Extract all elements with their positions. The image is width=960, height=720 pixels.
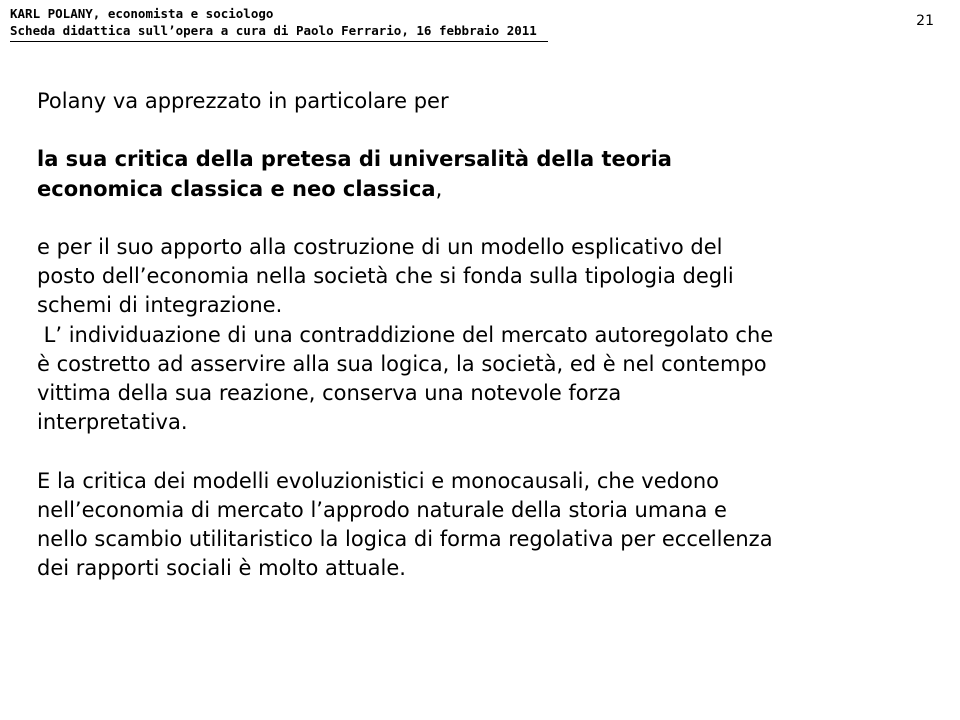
text-line: dei rapporti sociali è molto attuale.	[37, 556, 406, 581]
text-line: nello scambio utilitaristico la logica di forma regolativa per eccellenza	[37, 527, 773, 551]
text-line: posto dell’economia nella società che si fonda sulla tipologia degli	[37, 264, 734, 289]
text-line: schemi di integrazione.	[37, 293, 283, 318]
page-header	[10, 5, 548, 42]
spacer	[37, 204, 917, 233]
text-line: interpretativa.	[37, 410, 188, 435]
bold-line-1: la sua critica della pretesa di universalità della teoria	[37, 147, 672, 172]
text-line: E la critica dei modelli evoluzionistici e monocausali, che vedono	[37, 468, 719, 493]
bold-line-2: economica classica e neo classica	[37, 176, 436, 201]
intro-text: Polany va apprezzato in particolare per	[37, 89, 449, 113]
text-line: e per il suo apporto alla costruzione di un modello esplicativo del	[37, 234, 723, 259]
bold-statement	[37, 145, 917, 203]
text-line: L’ individuazione di una contraddizione del mercato autoregolato che	[37, 322, 774, 347]
paragraph-2	[37, 233, 917, 437]
slide-body	[37, 87, 917, 583]
text-line: vittima della sua reazione, conserva una notevole forza	[37, 381, 622, 405]
trailing-comma: ,	[435, 176, 443, 201]
text-line: nell’economia di mercato l’approdo naturale della storia umana e	[37, 497, 727, 522]
header-title: KARL POLANY, economista e sociologo	[10, 6, 274, 21]
page-number: 21	[916, 13, 934, 29]
header-subtitle: Scheda didattica sull’opera a cura di Paolo Ferrario, 16 febbraio 2011	[10, 23, 537, 38]
spacer	[37, 116, 917, 145]
spacer	[37, 437, 917, 466]
text-line: è costretto ad asservire alla sua logica, la società, ed è nel contempo	[37, 351, 767, 376]
paragraph-3	[37, 467, 917, 584]
